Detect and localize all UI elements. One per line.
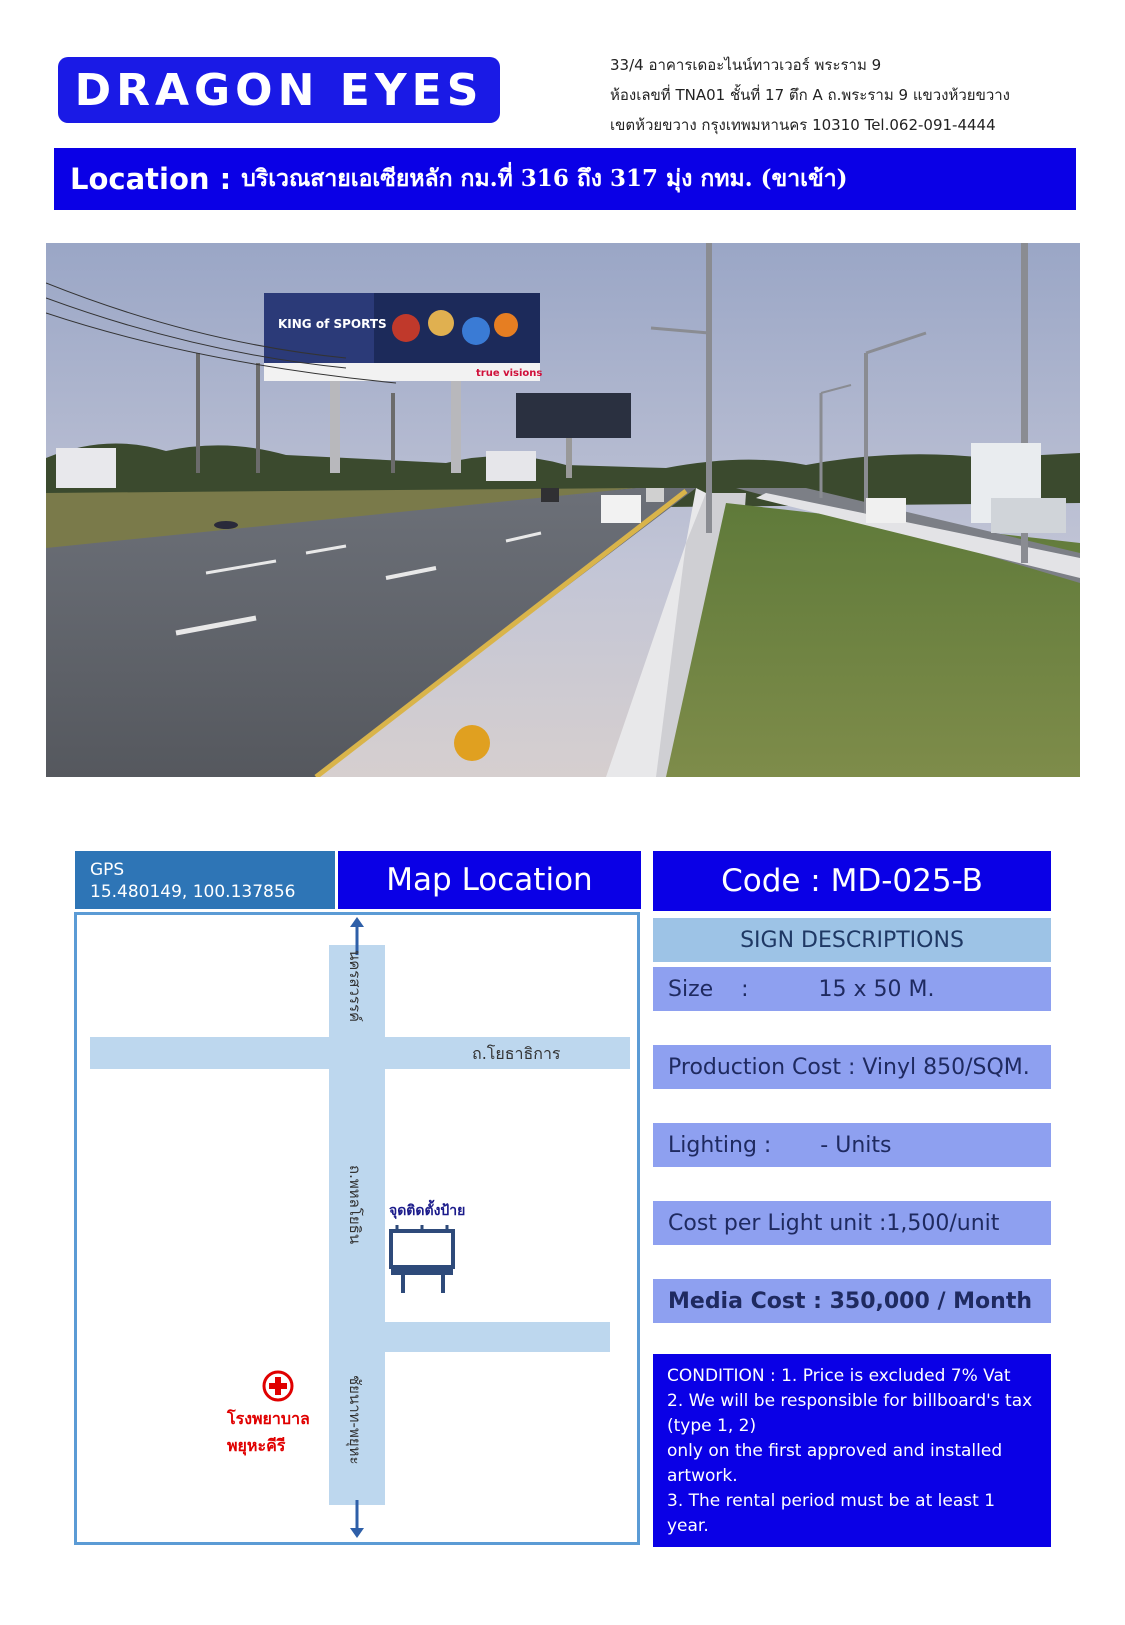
road-label-phahonyothin: ถ.พหลโยธิน	[346, 1165, 364, 1245]
hospital-label-line: พยุหะคีรี	[227, 1436, 286, 1455]
billboard-marker-label: จุดติดตั้งป้าย	[389, 1203, 466, 1219]
condition-line: CONDITION : 1. Price is excluded 7% Vat	[667, 1366, 1011, 1386]
site-photo	[46, 243, 1080, 777]
spec-cost-per-light-text: Cost per Light unit :1,500/unit	[668, 1210, 1000, 1236]
spec-lighting-text: Lighting : - Units	[668, 1132, 892, 1158]
location-map	[74, 912, 640, 1545]
road-side	[385, 1322, 610, 1352]
address-line: ห้องเลขที่ TNA01 ชั้นที่ 17 ตึก A ถ.พระราม 9 แขวงห้วยขวาง	[610, 86, 1011, 104]
hospital-label-line: โรงพยาบาล	[227, 1409, 310, 1428]
billboard-brand: true visions	[476, 368, 543, 379]
spec-media-cost-text: Media Cost : 350,000 / Month	[668, 1288, 1032, 1314]
sign-code: Code : MD-025-B	[721, 863, 983, 899]
hospital-label	[227, 1405, 310, 1459]
gps-box	[75, 851, 335, 909]
location-text: บริเวณสายเอเซียหลัก กม.ที่ 316 ถึง 317 มุ่ง กทม. (ขาเข้า)	[241, 165, 848, 192]
company-address	[610, 50, 1110, 140]
spec-media-cost	[653, 1279, 1051, 1323]
condition-line: only on the first approved and installed artwork.	[667, 1441, 1003, 1486]
address-line: เขตห้วยขวาง กรุงเทพมหานคร 10310 Tel.062-091-4444	[610, 116, 996, 134]
condition-box	[653, 1354, 1051, 1547]
condition-line: 3. The rental period must be at least 1 year.	[667, 1491, 996, 1536]
arrow-down-icon	[343, 1500, 371, 1542]
road-label-chainat: ชัยนาท-พยุหะ	[346, 1375, 364, 1465]
billboard-icon	[387, 1225, 459, 1295]
location-bar	[54, 148, 1076, 210]
sign-descriptions-title	[653, 918, 1051, 962]
spec-cost-per-light	[653, 1201, 1051, 1245]
billboard-headline: KING of SPORTS	[278, 317, 387, 331]
road-label-nakhonsawan: นครสวรรค์	[346, 950, 364, 1023]
gps-coordinates: 15.480149, 100.137856	[90, 882, 296, 902]
spec-lighting	[653, 1123, 1051, 1167]
spec-size	[653, 967, 1051, 1011]
gps-label: GPS	[90, 860, 125, 880]
hospital-icon	[262, 1370, 294, 1402]
spec-production-cost-text: Production Cost : Vinyl 850/SQM.	[668, 1054, 1030, 1080]
condition-line: 2. We will be responsible for billboard's tax (type 1, 2)	[667, 1391, 1033, 1436]
address-line: 33/4 อาคารเดอะไนน์ทาวเวอร์ พระราม 9	[610, 56, 882, 74]
map-title	[338, 851, 641, 909]
logo-text: DRAGON EYES	[74, 64, 484, 116]
road-label-yothathikan: ถ.โยธาธิการ	[472, 1044, 561, 1063]
company-logo	[58, 57, 500, 123]
sign-descriptions-text: SIGN DESCRIPTIONS	[740, 927, 964, 953]
arrow-up-icon	[343, 915, 371, 955]
code-box	[653, 851, 1051, 911]
spec-production-cost	[653, 1045, 1051, 1089]
spec-size-text: Size : 15 x 50 M.	[668, 976, 935, 1002]
map-title-text: Map Location	[386, 862, 593, 898]
location-label: Location :	[70, 162, 232, 196]
